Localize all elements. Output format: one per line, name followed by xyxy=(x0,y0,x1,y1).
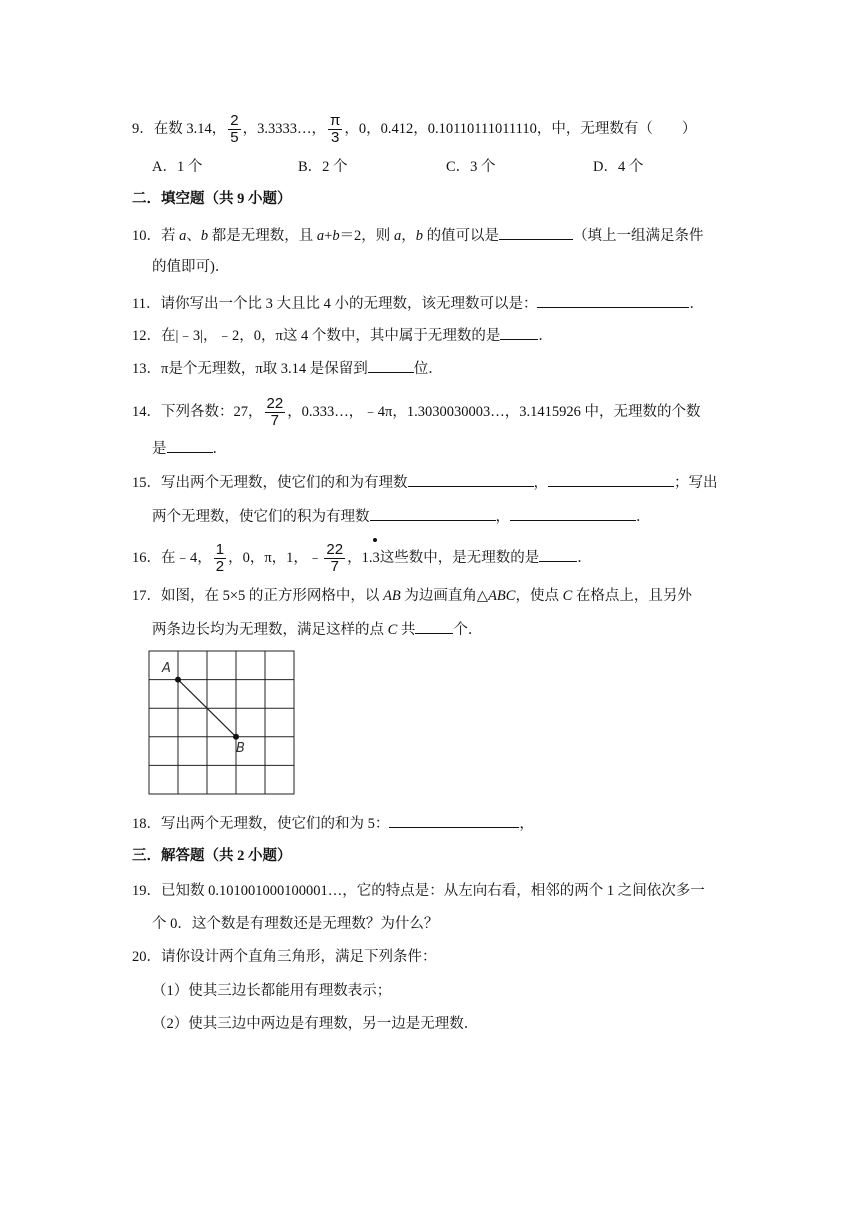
point-a xyxy=(175,677,181,683)
question-12: 12．在|﹣3|，﹣2，0，π这 4 个数中，其中属于无理数的是 ． xyxy=(132,324,553,347)
question-17-line2: 两条边长均为无理数，满足这样的点 C 共 个． xyxy=(152,618,482,641)
question-17: 17．如图，在 5×5 的正方形网格中，以 AB 为边画直角△ABC，使点 C 在格点上，且另外 xyxy=(132,588,692,604)
label-a: A xyxy=(162,661,171,676)
question-11: 11．请你写出一个比 3 大且比 4 小的无理数，该无理数可以是： ． xyxy=(132,292,704,315)
q9-option-b[interactable]: B．2 个 xyxy=(298,159,348,175)
question-10-line2: 的值即可)． xyxy=(152,259,230,275)
label-b: B xyxy=(236,741,245,756)
q9-option-d[interactable]: D．4 个 xyxy=(593,159,644,175)
question-13: 13．π是个无理数，π取 3.14 是保留到 位． xyxy=(132,357,443,380)
fraction-22-7: $\frac{22}{7}$ xyxy=(266,395,284,429)
repeating-digit: 3 xyxy=(372,547,379,569)
question-10: 10．若 a、b 都是无理数，且 a+b＝2，则 a，b 的值可以是 （填上一组满足条件 xyxy=(132,224,704,247)
q16-answer-blank[interactable] xyxy=(539,546,577,562)
question-20-item-1: （1）使其三边长都能用有理数表示； xyxy=(152,983,392,999)
q9-option-a[interactable]: A．1 个 xyxy=(152,159,203,175)
question-15: 15．写出两个无理数，使它们的和为有理数 ， ；写出 xyxy=(132,471,718,494)
question-19-line2: 个 0．这个数是有理数还是无理数？为什么？ xyxy=(152,916,439,932)
point-b xyxy=(233,734,239,740)
q12-answer-blank[interactable] xyxy=(500,324,538,340)
question-18: 18．写出两个无理数，使它们的和为 5： ， xyxy=(132,812,534,835)
grid-figure xyxy=(148,650,296,796)
q9-prefix: 9．在数 3.14， xyxy=(132,120,227,137)
q15-blank-2[interactable] xyxy=(548,471,674,487)
fraction-pi-3: $\frac{\pi}{3}$ xyxy=(329,112,341,146)
q15-blank-1[interactable] xyxy=(408,471,534,487)
question-20: 20．请你设计两个直角三角形，满足下列条件： xyxy=(132,949,437,965)
q18-answer-blank[interactable] xyxy=(389,812,519,828)
q9-option-c[interactable]: C．3 个 xyxy=(446,159,496,175)
q15-blank-4[interactable] xyxy=(510,505,636,521)
q11-answer-blank[interactable] xyxy=(537,292,689,308)
q17-answer-blank[interactable] xyxy=(415,618,453,634)
fraction-2-5: $\frac{2}{5}$ xyxy=(230,112,239,146)
q10-answer-blank[interactable] xyxy=(499,224,573,240)
fraction-22-7: $\frac{22}{7}$ xyxy=(326,541,344,575)
section-fill-in-blank: 二．填空题（共 9 小题） xyxy=(132,191,292,207)
section-solutions: 三．解答题（共 2 小题） xyxy=(132,848,292,864)
fraction-1-2: $\frac{1}{2}$ xyxy=(215,541,225,575)
q14-answer-blank[interactable] xyxy=(167,437,213,453)
question-14: 14．下列各数：27， $\frac{22}{7}$ ，0.333…，﹣4π，1.3030030003…，3.1415926 中，无理数的个数 xyxy=(132,395,701,429)
question-9: 9．在数 3.14， $\frac{2}{5}$ ，3.3333…， $\frac{\pi}{3}$ ，0，0.412，0.10110111011110，中，无理数有（ ） xyxy=(132,112,697,146)
q15-blank-3[interactable] xyxy=(370,505,496,521)
question-19: 19．已知数 0.101001000100001…，它的特点是：从左向右看，相邻的两个 1 之间依次多一 xyxy=(132,883,705,899)
question-20-item-2: （2）使其三边中两边是有理数，另一边是无理数． xyxy=(152,1016,479,1032)
question-15-line2: 两个无理数，使它们的积为有理数 ， ． xyxy=(152,505,651,528)
question-14-line2: 是 ． xyxy=(152,437,227,460)
q13-answer-blank[interactable] xyxy=(368,357,414,373)
question-16: 16．在﹣4， $\frac{1}{2}$ ，0，π，1，﹣ $\frac{22}{7}$ ，1.3这些数中，是无理数的是 ． xyxy=(132,541,592,575)
